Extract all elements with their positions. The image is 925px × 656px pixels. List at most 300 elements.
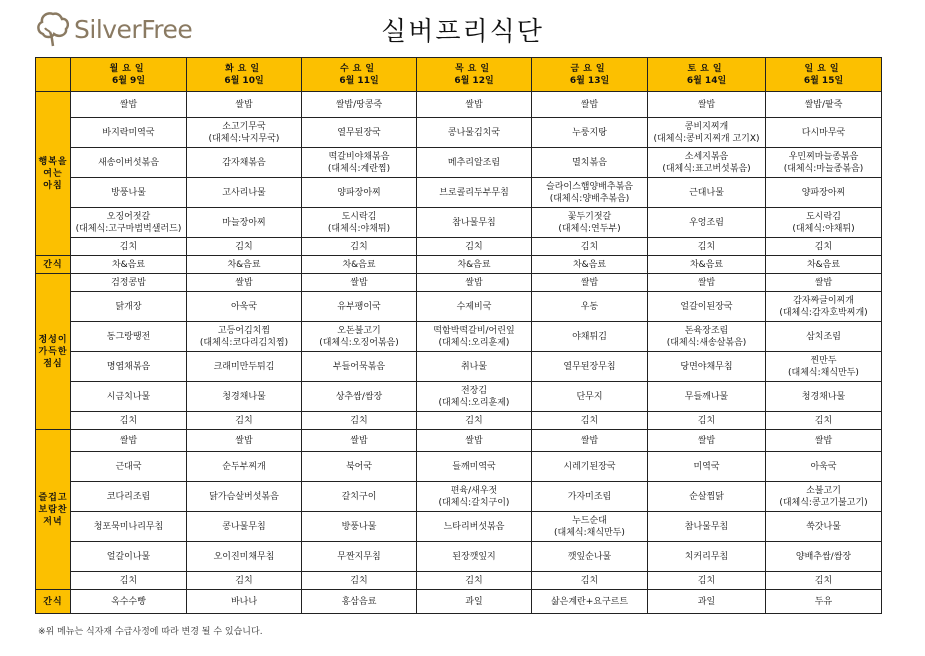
menu-cell bbox=[766, 118, 882, 148]
menu-cell bbox=[766, 430, 882, 452]
menu-cell bbox=[766, 482, 882, 512]
menu-cell bbox=[187, 208, 302, 238]
menu-item: 김치 bbox=[350, 241, 368, 252]
day-name: 금요일 bbox=[570, 63, 609, 74]
menu-item: 누드순대 bbox=[572, 515, 607, 526]
menu-cell bbox=[302, 274, 417, 292]
footnote: ※위 메뉴는 식자재 수급사정에 따라 변경 될 수 있습니다. bbox=[38, 627, 263, 637]
day-date: 6월 9일 bbox=[111, 75, 146, 86]
menu-item: 쌀밥/팥죽 bbox=[804, 99, 843, 110]
menu-item: (대체식:오리훈제) bbox=[438, 337, 510, 348]
menu-item: 꽃두기젓갈 bbox=[567, 211, 612, 222]
menu-item: 김치 bbox=[465, 575, 483, 586]
day-name: 월요일 bbox=[109, 63, 148, 74]
logo-text: SilverFree bbox=[74, 14, 193, 44]
snack-item: 옥수수빵 bbox=[71, 590, 187, 614]
meal-label-line: 행복을 bbox=[38, 156, 68, 167]
menu-cell bbox=[187, 238, 302, 256]
menu-item: 삼치조림 bbox=[806, 331, 841, 342]
menu-item: 갈치구이 bbox=[341, 491, 377, 502]
breakfast-row bbox=[36, 238, 882, 256]
snack1-row bbox=[36, 256, 882, 274]
meal-label-line: 아침 bbox=[43, 180, 63, 191]
menu-cell bbox=[187, 482, 302, 512]
menu-cell bbox=[187, 412, 302, 430]
menu-cell bbox=[302, 382, 417, 412]
menu-cell bbox=[187, 512, 302, 542]
menu-cell bbox=[766, 238, 882, 256]
snack-label: 간식 bbox=[36, 256, 71, 274]
menu-cell bbox=[532, 92, 648, 118]
menu-cell bbox=[417, 148, 532, 178]
menu-item: 쌀밥/땅콩죽 bbox=[335, 99, 383, 110]
snack-item: 차&음료 bbox=[766, 256, 882, 274]
menu-item: 열무된장국 bbox=[337, 127, 381, 138]
menu-cell bbox=[766, 292, 882, 322]
menu-cell bbox=[532, 178, 648, 208]
menu-cell bbox=[532, 322, 648, 352]
day-name: 목요일 bbox=[454, 63, 494, 74]
menu-item: 무짠지무침 bbox=[337, 551, 381, 562]
lunch-row bbox=[36, 382, 882, 412]
menu-cell bbox=[302, 178, 417, 208]
menu-item: 쌀밥 bbox=[465, 435, 483, 446]
menu-item: 방풍나물 bbox=[341, 521, 377, 532]
menu-cell bbox=[417, 572, 532, 590]
menu-item: 김치 bbox=[580, 415, 599, 426]
day-header bbox=[187, 58, 302, 92]
menu-cell bbox=[532, 118, 648, 148]
menu-item: 청경채나물 bbox=[801, 391, 846, 402]
menu-cell bbox=[766, 274, 882, 292]
menu-cell bbox=[766, 322, 882, 352]
snack-item: 과일 bbox=[417, 590, 532, 614]
menu-item: (대체식:낙지무국) bbox=[208, 133, 280, 144]
menu-cell bbox=[532, 412, 648, 430]
menu-cell bbox=[532, 452, 648, 482]
menu-cell bbox=[417, 322, 532, 352]
corner-cell bbox=[36, 58, 71, 92]
menu-cell bbox=[187, 274, 302, 292]
menu-cell bbox=[302, 322, 417, 352]
menu-item: 부들어묵볶음 bbox=[332, 361, 386, 372]
menu-cell bbox=[187, 430, 302, 452]
menu-item: 근대국 bbox=[115, 461, 142, 472]
menu-cell bbox=[71, 92, 187, 118]
menu-item: 아욱국 bbox=[230, 301, 258, 312]
day-date: 6월 13일 bbox=[569, 75, 610, 86]
menu-item: 쌀밥 bbox=[119, 435, 138, 446]
menu-item: 쌀밥 bbox=[465, 277, 483, 288]
menu-item: 소불고기 bbox=[806, 485, 841, 496]
menu-cell bbox=[71, 482, 187, 512]
menu-item: 오이진미채무침 bbox=[213, 551, 275, 562]
snack-item: 차&음료 bbox=[532, 256, 648, 274]
breakfast-row bbox=[36, 148, 882, 178]
day-header bbox=[417, 58, 532, 92]
menu-cell bbox=[302, 208, 417, 238]
menu-item: 소고기무국 bbox=[222, 121, 266, 132]
day-date: 6월 15일 bbox=[803, 75, 844, 86]
menu-item: 야채튀김 bbox=[572, 331, 607, 342]
menu-item: 김치 bbox=[697, 415, 716, 426]
menu-cell bbox=[648, 412, 766, 430]
menu-item: (대체식:감자호박찌개) bbox=[779, 307, 868, 318]
menu-item: 참나물무침 bbox=[452, 217, 496, 228]
menu-item: 쌀밥 bbox=[465, 99, 483, 110]
menu-cell bbox=[187, 148, 302, 178]
menu-cell bbox=[71, 148, 187, 178]
menu-item: 쌀밥 bbox=[580, 435, 599, 446]
menu-cell bbox=[766, 178, 882, 208]
menu-cell bbox=[71, 118, 187, 148]
menu-item: 당면야채무침 bbox=[680, 361, 733, 372]
menu-item: 닭가슴살버섯볶음 bbox=[209, 491, 279, 502]
menu-cell bbox=[302, 542, 417, 572]
menu-item: 슬라이스햄양배추볶음 bbox=[546, 181, 633, 192]
menu-cell bbox=[766, 572, 882, 590]
menu-item: 누룽지탕 bbox=[572, 127, 607, 138]
menu-item: 김치 bbox=[235, 415, 253, 426]
menu-item: (대체식:콩비지찌개 고기X) bbox=[653, 133, 760, 144]
menu-cell bbox=[302, 512, 417, 542]
meal-label-line: 여는 bbox=[43, 168, 63, 179]
menu-item: 김치 bbox=[119, 575, 138, 586]
menu-item: 쌀밥 bbox=[119, 99, 138, 110]
menu-cell bbox=[648, 148, 766, 178]
meal-plan-table bbox=[35, 57, 882, 614]
menu-item: (대체식:야채튀) bbox=[327, 223, 391, 234]
menu-cell bbox=[187, 542, 302, 572]
menu-cell bbox=[417, 92, 532, 118]
menu-item: 김치 bbox=[697, 575, 716, 586]
menu-cell bbox=[302, 430, 417, 452]
menu-item: 떡갈비야채볶음 bbox=[328, 151, 390, 162]
menu-item: 메추리알조림 bbox=[447, 157, 501, 168]
breakfast-row bbox=[36, 178, 882, 208]
menu-item: 마늘장아찌 bbox=[222, 217, 266, 228]
snack-item: 과일 bbox=[648, 590, 766, 614]
menu-cell bbox=[417, 292, 532, 322]
menu-item: 쌀밥 bbox=[235, 277, 253, 288]
menu-cell bbox=[187, 382, 302, 412]
menu-item: 김치 bbox=[350, 575, 368, 586]
lunch-row bbox=[36, 352, 882, 382]
menu-cell bbox=[417, 208, 532, 238]
menu-cell bbox=[417, 118, 532, 148]
day-date: 6월 14일 bbox=[686, 75, 727, 86]
menu-item: 들깨미역국 bbox=[452, 461, 496, 472]
menu-item: 쌀밥 bbox=[350, 435, 368, 446]
menu-cell bbox=[648, 452, 766, 482]
menu-cell bbox=[302, 292, 417, 322]
menu-cell bbox=[417, 542, 532, 572]
menu-cell bbox=[302, 482, 417, 512]
snack-item: 삶은계란+요구르트 bbox=[532, 590, 648, 614]
menu-cell bbox=[766, 452, 882, 482]
menu-item: 도시락김 bbox=[341, 211, 377, 222]
meal-label-line: 가득한 bbox=[38, 346, 68, 357]
menu-cell bbox=[302, 412, 417, 430]
menu-item: 감자채볶음 bbox=[222, 157, 266, 168]
menu-item: 동그랑땡전 bbox=[106, 331, 151, 342]
dinner-row bbox=[36, 452, 882, 482]
menu-item: (대체식:표고버섯볶음) bbox=[662, 163, 751, 174]
menu-cell bbox=[71, 292, 187, 322]
menu-item: 콩비지찌개 bbox=[684, 121, 729, 132]
menu-item: (대체식:양배추볶음) bbox=[549, 193, 630, 204]
menu-cell bbox=[532, 148, 648, 178]
meal-label-line: 저녁 bbox=[43, 516, 63, 527]
menu-cell bbox=[648, 512, 766, 542]
menu-item: 편육/새우젓 bbox=[450, 485, 498, 496]
menu-cell bbox=[648, 572, 766, 590]
dinner-row bbox=[36, 512, 882, 542]
menu-item: 무들깨나물 bbox=[684, 391, 729, 402]
menu-item: 우동 bbox=[580, 301, 599, 312]
menu-item: 유부팽이국 bbox=[337, 301, 381, 312]
menu-cell bbox=[532, 430, 648, 452]
menu-cell bbox=[71, 430, 187, 452]
menu-item: 쌀밥 bbox=[697, 277, 716, 288]
snack2-row bbox=[36, 590, 882, 614]
menu-item: 미역국 bbox=[693, 461, 720, 472]
menu-item: 김치 bbox=[235, 241, 253, 252]
menu-item: 명엽채볶음 bbox=[106, 361, 151, 372]
menu-item: 고사리나물 bbox=[222, 187, 266, 198]
menu-cell bbox=[766, 208, 882, 238]
meal-label-line: 보람찬 bbox=[38, 504, 68, 515]
menu-cell bbox=[648, 292, 766, 322]
menu-cell bbox=[648, 238, 766, 256]
menu-cell bbox=[648, 482, 766, 512]
menu-item: 치커리무침 bbox=[684, 551, 729, 562]
day-date: 6월 10일 bbox=[224, 75, 264, 86]
snack-item: 차&음료 bbox=[648, 256, 766, 274]
menu-cell bbox=[417, 512, 532, 542]
menu-item: 콩나물무침 bbox=[222, 521, 266, 532]
menu-cell bbox=[648, 382, 766, 412]
menu-cell bbox=[648, 92, 766, 118]
menu-item: 얼갈이나물 bbox=[106, 551, 151, 562]
lunch-row bbox=[36, 412, 882, 430]
menu-cell bbox=[417, 452, 532, 482]
breakfast-row bbox=[36, 118, 882, 148]
menu-cell bbox=[648, 542, 766, 572]
day-date: 6월 11일 bbox=[339, 75, 379, 86]
menu-item: 양파장아찌 bbox=[337, 187, 381, 198]
menu-cell bbox=[187, 572, 302, 590]
menu-cell bbox=[766, 542, 882, 572]
menu-cell bbox=[71, 572, 187, 590]
menu-item: 다시마무국 bbox=[801, 127, 846, 138]
menu-item: 방풍나물 bbox=[111, 187, 146, 198]
menu-cell bbox=[766, 148, 882, 178]
menu-item: 도시락김 bbox=[806, 211, 841, 222]
menu-item: 쌀밥 bbox=[235, 99, 253, 110]
menu-item: 양파장아찌 bbox=[801, 187, 846, 198]
menu-item: 김치 bbox=[697, 241, 716, 252]
menu-cell bbox=[71, 452, 187, 482]
menu-item: 코다리조림 bbox=[106, 491, 151, 502]
meal-label-line: 즐겁고 bbox=[38, 492, 68, 503]
menu-item: 청경채나물 bbox=[222, 391, 266, 402]
menu-cell bbox=[532, 572, 648, 590]
menu-cell bbox=[766, 412, 882, 430]
menu-item: 찐만두 bbox=[810, 355, 837, 366]
menu-cell bbox=[417, 352, 532, 382]
meal-label-line: 점심 bbox=[43, 358, 63, 369]
menu-item: 김치 bbox=[119, 415, 138, 426]
menu-cell bbox=[648, 430, 766, 452]
menu-cell bbox=[648, 274, 766, 292]
menu-item: 김치 bbox=[814, 415, 833, 426]
menu-item: (대체식:마늘종볶음) bbox=[783, 163, 864, 174]
snack-item: 차&음료 bbox=[187, 256, 302, 274]
day-name: 토요일 bbox=[687, 63, 726, 74]
page-title: 실버프리식단 bbox=[381, 17, 544, 47]
menu-item: 새송이버섯볶음 bbox=[98, 157, 159, 168]
menu-item: 순살찜닭 bbox=[689, 491, 724, 502]
menu-item: (대체식:채식만두) bbox=[554, 527, 625, 538]
day-header bbox=[766, 58, 882, 92]
menu-cell bbox=[302, 148, 417, 178]
menu-item: (대체식:채식만두) bbox=[788, 367, 859, 378]
menu-cell bbox=[417, 238, 532, 256]
day-date: 6월 12일 bbox=[454, 75, 494, 86]
menu-item: 청포묵미나리무침 bbox=[93, 521, 164, 532]
menu-cell bbox=[417, 382, 532, 412]
menu-cell bbox=[648, 118, 766, 148]
menu-cell bbox=[302, 238, 417, 256]
menu-item: 돈육장조림 bbox=[684, 325, 729, 336]
menu-item: 시금치나물 bbox=[106, 391, 151, 402]
menu-cell bbox=[71, 238, 187, 256]
menu-item: 쌀밥 bbox=[350, 277, 368, 288]
menu-item: 시레기된장국 bbox=[563, 461, 616, 472]
menu-item: 취나물 bbox=[460, 361, 488, 372]
menu-cell bbox=[187, 452, 302, 482]
menu-item: 쌀밥 bbox=[814, 435, 833, 446]
menu-item: 검정콩밥 bbox=[111, 277, 146, 288]
dinner-label bbox=[36, 430, 71, 590]
menu-cell bbox=[71, 382, 187, 412]
menu-cell bbox=[71, 542, 187, 572]
menu-item: 김치 bbox=[814, 241, 833, 252]
menu-item: 김치 bbox=[350, 415, 368, 426]
menu-cell bbox=[417, 430, 532, 452]
menu-item: 가자미조림 bbox=[567, 491, 612, 502]
menu-cell bbox=[187, 178, 302, 208]
menu-cell bbox=[71, 352, 187, 382]
menu-item: 크래미만두튀김 bbox=[213, 361, 275, 372]
menu-item: (대체식:고구마범벅샐러드) bbox=[75, 223, 182, 234]
menu-item: (대체식:연두부) bbox=[558, 223, 621, 234]
menu-cell bbox=[766, 92, 882, 118]
snack-label: 간식 bbox=[36, 590, 71, 614]
day-header bbox=[648, 58, 766, 92]
menu-cell bbox=[302, 92, 417, 118]
menu-item: (대체식:오리훈제) bbox=[438, 397, 510, 408]
menu-item: (대체식:새송살볶음) bbox=[666, 337, 747, 348]
menu-item: 김치 bbox=[465, 241, 483, 252]
breakfast-label bbox=[36, 92, 71, 256]
menu-cell bbox=[187, 92, 302, 118]
menu-item: 김치 bbox=[465, 415, 483, 426]
menu-cell bbox=[71, 322, 187, 352]
day-name: 화요일 bbox=[224, 63, 264, 74]
menu-item: 오돈불고기 bbox=[337, 325, 381, 336]
day-name: 일요일 bbox=[804, 63, 843, 74]
menu-cell bbox=[71, 274, 187, 292]
menu-item: (대체식:콩고기불고기) bbox=[779, 497, 868, 508]
menu-cell bbox=[417, 412, 532, 430]
day-header bbox=[302, 58, 417, 92]
menu-cell bbox=[766, 382, 882, 412]
menu-cell bbox=[766, 512, 882, 542]
menu-cell bbox=[187, 292, 302, 322]
menu-item: 참나물무침 bbox=[684, 521, 729, 532]
dinner-row bbox=[36, 482, 882, 512]
menu-item: 쌀밥 bbox=[814, 277, 833, 288]
day-header bbox=[71, 58, 187, 92]
menu-item: 브로콜리두부무침 bbox=[439, 187, 509, 198]
menu-cell bbox=[532, 352, 648, 382]
menu-cell bbox=[417, 178, 532, 208]
snack-item: 차&음료 bbox=[417, 256, 532, 274]
menu-cell bbox=[71, 178, 187, 208]
menu-cell bbox=[648, 178, 766, 208]
menu-cell bbox=[71, 208, 187, 238]
menu-cell bbox=[302, 572, 417, 590]
snack-item: 차&음료 bbox=[302, 256, 417, 274]
dinner-row bbox=[36, 430, 882, 452]
meal-label-line: 정성이 bbox=[38, 334, 68, 345]
menu-cell bbox=[532, 238, 648, 256]
menu-item: 바지락미역국 bbox=[102, 127, 155, 138]
snack-item: 차&음료 bbox=[71, 256, 187, 274]
menu-item: 근대나물 bbox=[689, 187, 724, 198]
menu-cell bbox=[302, 452, 417, 482]
menu-item: 쌀밥 bbox=[697, 99, 716, 110]
menu-item: 쌀밥 bbox=[697, 435, 716, 446]
day-header-row bbox=[36, 58, 882, 92]
menu-item: 떡함박떡갈비/어린잎 bbox=[433, 325, 515, 336]
menu-cell bbox=[532, 292, 648, 322]
menu-cell bbox=[648, 208, 766, 238]
day-header bbox=[532, 58, 648, 92]
menu-cell bbox=[766, 352, 882, 382]
menu-item: 김치 bbox=[119, 241, 138, 252]
snack-item: 홍삼음료 bbox=[302, 590, 417, 614]
breakfast-row bbox=[36, 208, 882, 238]
menu-item: 오징어젓갈 bbox=[106, 211, 151, 222]
lunch-row bbox=[36, 322, 882, 352]
menu-cell bbox=[648, 352, 766, 382]
menu-cell bbox=[302, 352, 417, 382]
menu-item: 우민찌마늘종볶음 bbox=[788, 151, 859, 162]
menu-cell bbox=[187, 352, 302, 382]
menu-item: 단무지 bbox=[576, 391, 603, 402]
menu-item: 콩나물김치국 bbox=[447, 127, 501, 138]
menu-item: 김치 bbox=[814, 575, 833, 586]
menu-item: (대체식:계란찜) bbox=[327, 163, 391, 174]
menu-item: 쌀밥 bbox=[235, 435, 253, 446]
menu-item: 열무된장무침 bbox=[563, 361, 616, 372]
menu-cell bbox=[417, 482, 532, 512]
menu-cell bbox=[532, 382, 648, 412]
breakfast-row bbox=[36, 92, 882, 118]
